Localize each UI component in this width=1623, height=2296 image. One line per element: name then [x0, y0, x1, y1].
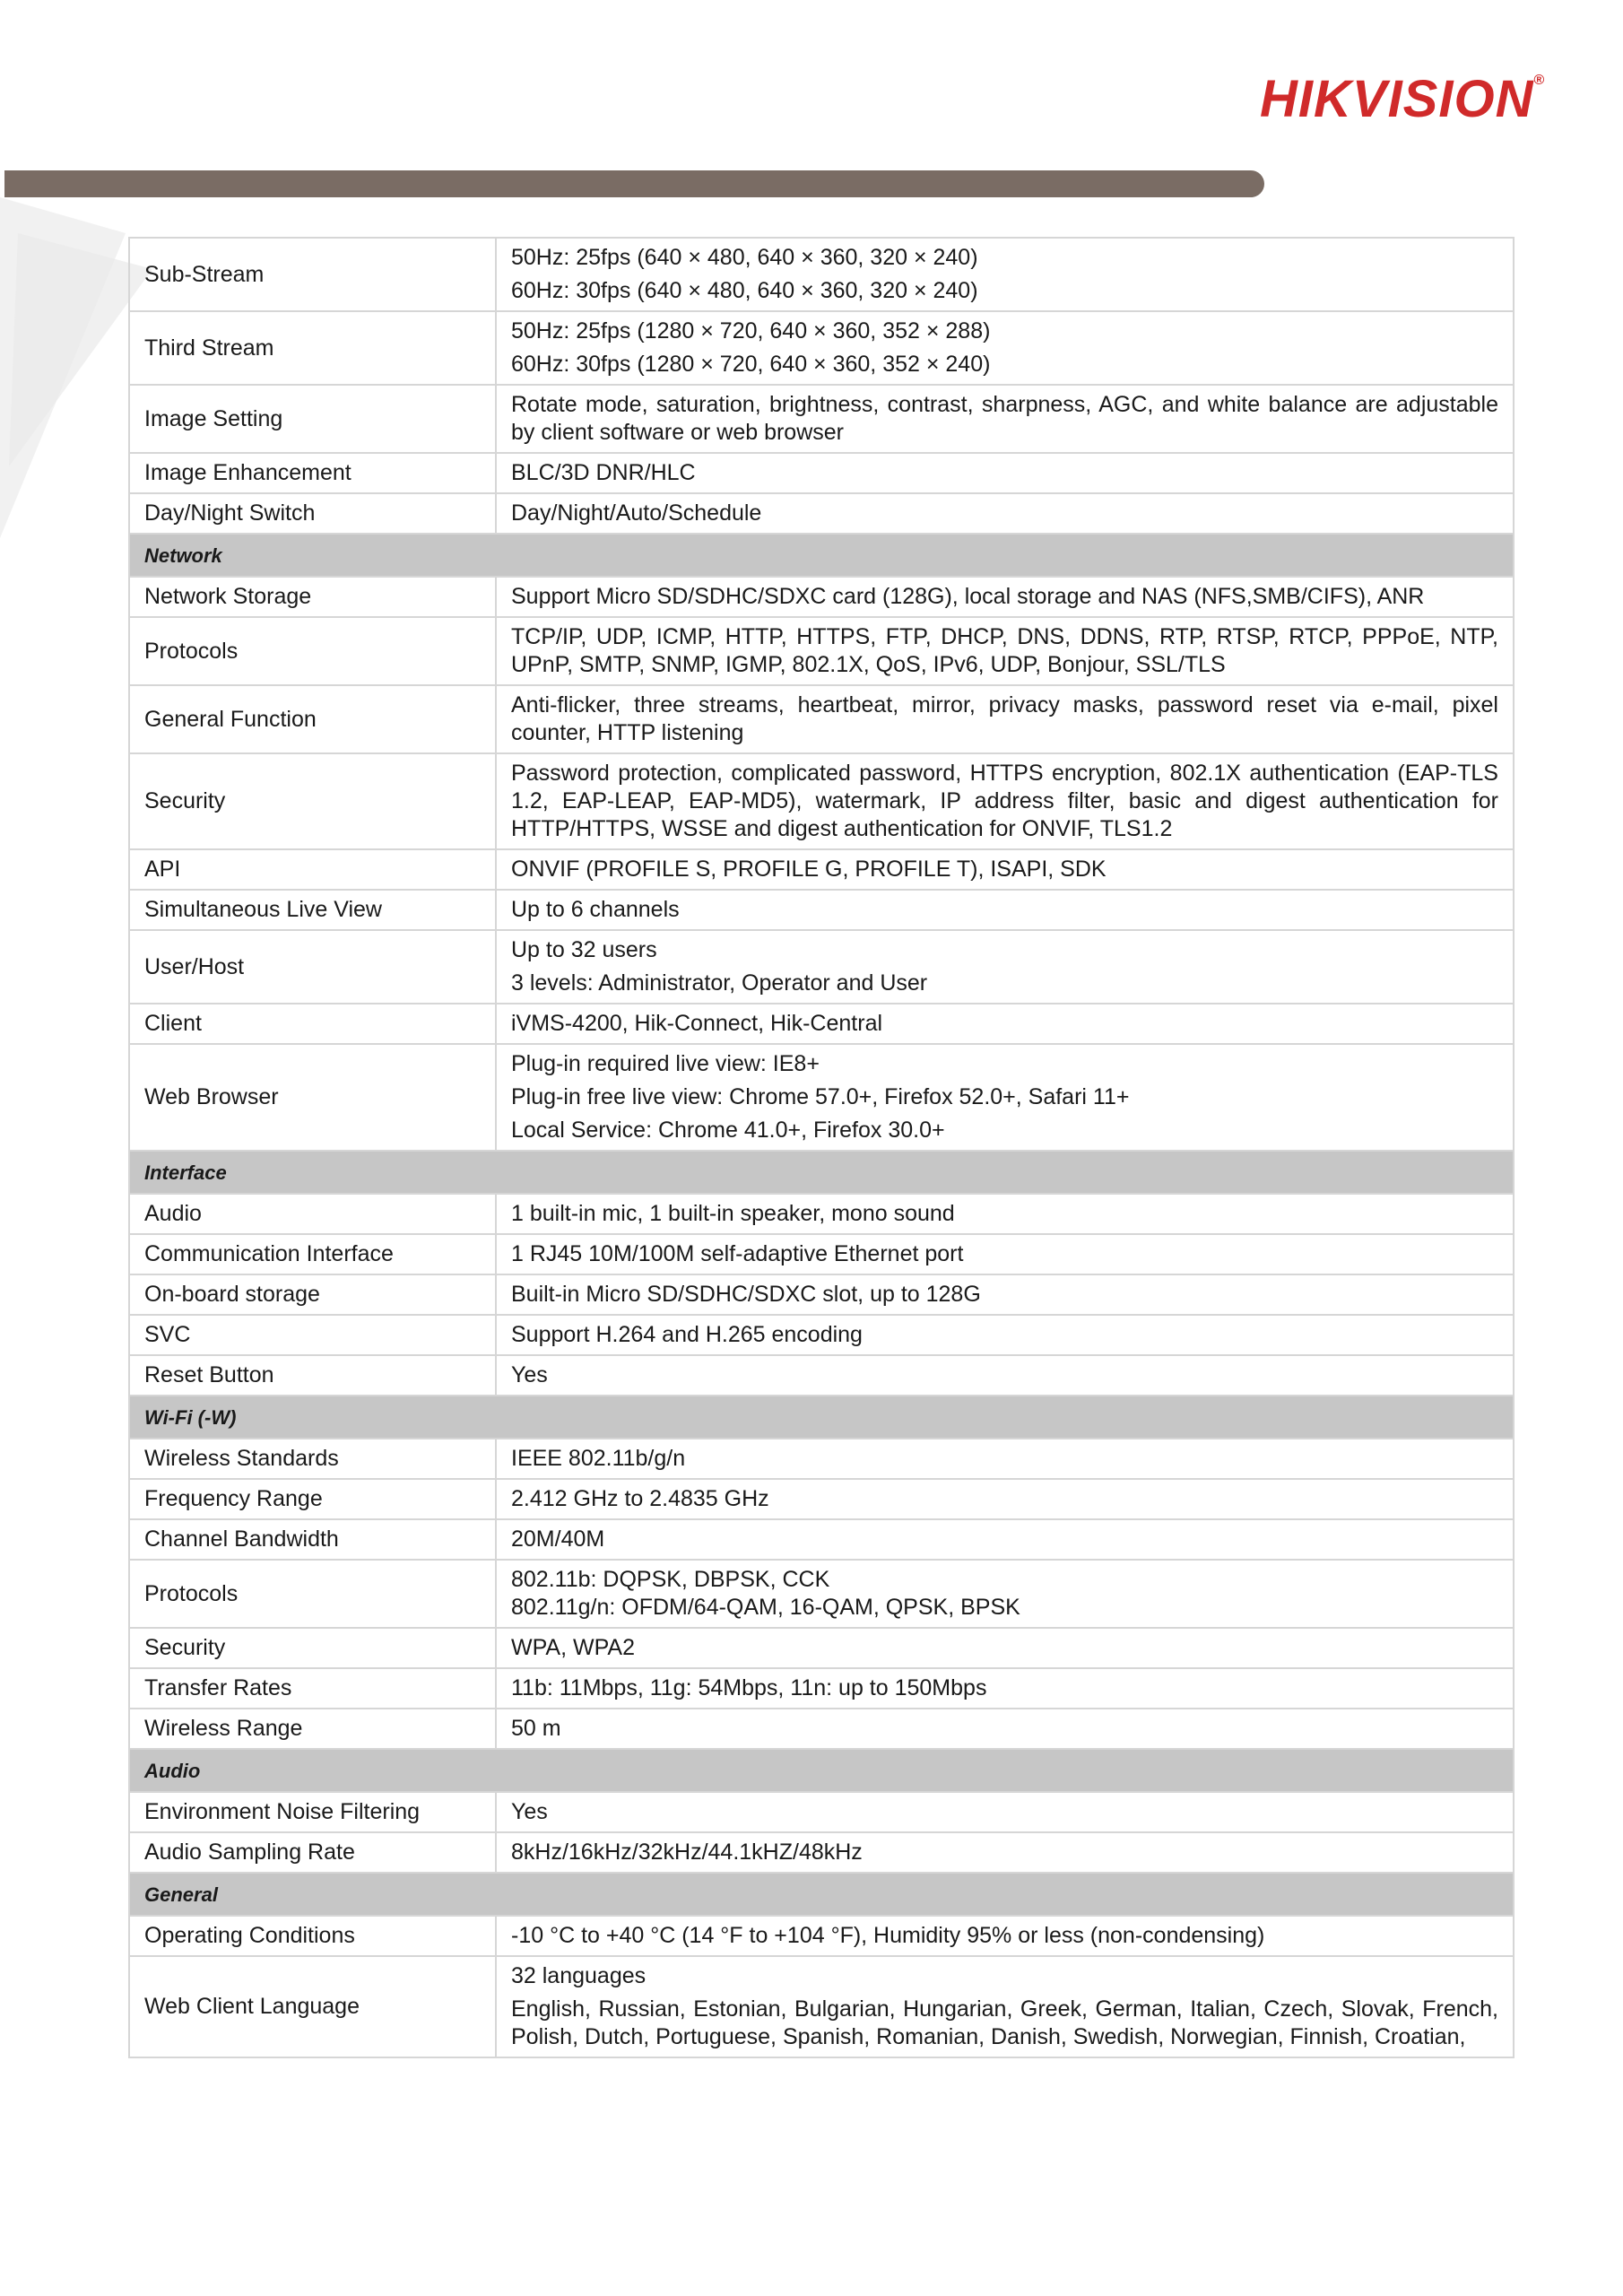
spec-value-line: Password protection, complicated password, HTTPS encryption, 802.1X authentication (EAP-TLS 1.2, EAP-LEAP, EAP-MD5), watermark, IP address filter, basic and digest authentication for HTTP/HTTPS, WSSE and digest authentication for ONVIF, TLS1.2	[511, 761, 1498, 841]
spec-row	[129, 1355, 1514, 1396]
spec-label: Third Stream	[129, 311, 496, 385]
spec-row	[129, 311, 1514, 385]
spec-value	[496, 238, 1514, 311]
spec-value	[496, 577, 1514, 617]
spec-value-line: Plug-in free live view: Chrome 57.0+, Firefox 52.0+, Safari 11+	[511, 1084, 1130, 1109]
spec-label: Image Setting	[129, 385, 496, 453]
section-header-cell	[129, 1749, 1514, 1792]
spec-label: Web Browser	[129, 1044, 496, 1151]
spec-value	[496, 1792, 1514, 1832]
spec-label: Transfer Rates	[129, 1668, 496, 1709]
spec-value-line: Support H.264 and H.265 encoding	[511, 1322, 863, 1347]
spec-value	[496, 1194, 1514, 1234]
spec-value-line: IEEE 802.11b/g/n	[511, 1446, 686, 1471]
spec-value	[496, 1044, 1514, 1151]
spec-label: Image Enhancement	[129, 453, 496, 493]
section-title: Audio	[144, 1759, 201, 1782]
section-header	[129, 1873, 1514, 1916]
spec-value	[496, 1519, 1514, 1560]
spec-label: Wireless Range	[129, 1709, 496, 1749]
spec-value	[496, 1668, 1514, 1709]
spec-label: Wireless Standards	[129, 1439, 496, 1479]
spec-value-line: 8kHz/16kHz/32kHz/44.1kHZ/48kHz	[511, 1839, 863, 1865]
spec-value	[496, 1439, 1514, 1479]
spec-value-line: Built-in Micro SD/SDHC/SDXC slot, up to 128G	[511, 1282, 981, 1307]
spec-value-line: Up to 6 channels	[511, 897, 680, 922]
spec-value-line: ONVIF (PROFILE S, PROFILE G, PROFILE T), ISAPI, SDK	[511, 857, 1107, 882]
section-title: Network	[144, 544, 222, 567]
spec-label: Protocols	[129, 617, 496, 685]
spec-row	[129, 1315, 1514, 1355]
spec-value	[496, 1628, 1514, 1668]
spec-value	[496, 617, 1514, 685]
spec-value-line: 2.412 GHz to 2.4835 GHz	[511, 1486, 769, 1511]
brand-logo: HIKVISION®	[1260, 70, 1546, 128]
section-title: Wi-Fi (-W)	[144, 1405, 237, 1429]
spec-row	[129, 685, 1514, 753]
spec-value-line: 50 m	[511, 1716, 561, 1741]
spec-row	[129, 385, 1514, 453]
spec-row	[129, 1004, 1514, 1044]
spec-value-line: Support Micro SD/SDHC/SDXC card (128G), local storage and NAS (NFS,SMB/CIFS), ANR	[511, 584, 1425, 609]
spec-value-line: -10 °C to +40 °C (14 °F to +104 °F), Humidity 95% or less (non-condensing)	[511, 1923, 1265, 1948]
spec-value-line: 50Hz: 25fps (640 × 480, 640 × 360, 320 × 240)	[511, 245, 978, 270]
spec-value	[496, 849, 1514, 890]
spec-value	[496, 1709, 1514, 1749]
spec-label: Security	[129, 753, 496, 849]
spec-row	[129, 1044, 1514, 1151]
spec-label: API	[129, 849, 496, 890]
spec-row	[129, 1628, 1514, 1668]
spec-value-line: Yes	[511, 1362, 548, 1387]
section-header	[129, 534, 1514, 577]
spec-value	[496, 1560, 1514, 1628]
spec-value-line: 802.11g/n: OFDM/64-QAM, 16-QAM, QPSK, BPSK	[511, 1595, 1020, 1620]
spec-row	[129, 1792, 1514, 1832]
spec-label: On-board storage	[129, 1274, 496, 1315]
spec-value	[496, 1479, 1514, 1519]
spec-value	[496, 493, 1514, 534]
spec-value-line: 20M/40M	[511, 1526, 605, 1552]
header-bar	[4, 170, 1264, 197]
spec-row	[129, 238, 1514, 311]
spec-row	[129, 1832, 1514, 1873]
spec-value	[496, 1315, 1514, 1355]
spec-row	[129, 1709, 1514, 1749]
spec-row	[129, 930, 1514, 1004]
spec-value-line: 11b: 11Mbps, 11g: 54Mbps, 11n: up to 150Mbps	[511, 1675, 987, 1700]
spec-row	[129, 493, 1514, 534]
spec-label: Web Client Language	[129, 1956, 496, 2057]
spec-value	[496, 685, 1514, 753]
spec-value-line: Anti-flicker, three streams, heartbeat, mirror, privacy masks, password reset via e-mail, pixel counter, HTTP listening	[511, 692, 1498, 745]
spec-value	[496, 1274, 1514, 1315]
spec-label: Frequency Range	[129, 1479, 496, 1519]
spec-label: Security	[129, 1628, 496, 1668]
spec-value	[496, 930, 1514, 1004]
section-title: General	[144, 1883, 218, 1906]
spec-value	[496, 453, 1514, 493]
spec-row	[129, 1439, 1514, 1479]
spec-label: Client	[129, 1004, 496, 1044]
section-title: Interface	[144, 1161, 227, 1184]
section-header-cell	[129, 1151, 1514, 1194]
spec-value-line: 1 built-in mic, 1 built-in speaker, mono sound	[511, 1201, 955, 1226]
spec-row	[129, 1274, 1514, 1315]
spec-row	[129, 1560, 1514, 1628]
spec-label: Channel Bandwidth	[129, 1519, 496, 1560]
spec-value-line: 32 languages	[511, 1963, 647, 1988]
spec-value-line: iVMS-4200, Hik-Connect, Hik-Central	[511, 1011, 883, 1036]
spec-row	[129, 1519, 1514, 1560]
spec-label: Audio	[129, 1194, 496, 1234]
spec-row	[129, 617, 1514, 685]
section-header	[129, 1749, 1514, 1792]
spec-label: Audio Sampling Rate	[129, 1832, 496, 1873]
spec-value-line: BLC/3D DNR/HLC	[511, 460, 696, 485]
spec-value-line: Plug-in required live view: IE8+	[511, 1051, 820, 1076]
spec-value-line: TCP/IP, UDP, ICMP, HTTP, HTTPS, FTP, DHCP, DNS, DDNS, RTP, RTSP, RTCP, PPPoE, NTP, UPnP, SMTP, SNMP, IGMP, 802.1X, QoS, IPv6, UDP, Bonjour, SSL/TLS	[511, 624, 1498, 677]
spec-row	[129, 1668, 1514, 1709]
spec-value-line: 1 RJ45 10M/100M self-adaptive Ethernet port	[511, 1241, 964, 1266]
spec-label: Network Storage	[129, 577, 496, 617]
spec-label: Environment Noise Filtering	[129, 1792, 496, 1832]
section-header-cell	[129, 534, 1514, 577]
section-header	[129, 1151, 1514, 1194]
spec-row	[129, 849, 1514, 890]
spec-label: Day/Night Switch	[129, 493, 496, 534]
spec-value	[496, 753, 1514, 849]
spec-row	[129, 1479, 1514, 1519]
spec-label: SVC	[129, 1315, 496, 1355]
spec-row	[129, 753, 1514, 849]
spec-value	[496, 1832, 1514, 1873]
spec-value-line: 60Hz: 30fps (640 × 480, 640 × 360, 320 × 240)	[511, 278, 978, 303]
spec-row	[129, 1956, 1514, 2057]
spec-value	[496, 1956, 1514, 2057]
spec-value	[496, 1916, 1514, 1956]
spec-row	[129, 1234, 1514, 1274]
section-header	[129, 1396, 1514, 1439]
spec-label: Protocols	[129, 1560, 496, 1628]
spec-label: Operating Conditions	[129, 1916, 496, 1956]
spec-value-line: WPA, WPA2	[511, 1635, 635, 1660]
spec-label: Reset Button	[129, 1355, 496, 1396]
spec-value-line: Rotate mode, saturation, brightness, contrast, sharpness, AGC, and white balance are adjustable by client software or web browser	[511, 392, 1498, 445]
spec-value	[496, 1355, 1514, 1396]
spec-label: Sub-Stream	[129, 238, 496, 311]
spec-value-line: 50Hz: 25fps (1280 × 720, 640 × 360, 352 × 288)	[511, 318, 991, 344]
spec-table	[128, 237, 1515, 2058]
spec-row	[129, 890, 1514, 930]
spec-value-line: 802.11b: DQPSK, DBPSK, CCK	[511, 1567, 830, 1592]
spec-value	[496, 1004, 1514, 1044]
spec-value-line: 60Hz: 30fps (1280 × 720, 640 × 360, 352 × 240)	[511, 352, 991, 377]
spec-row	[129, 577, 1514, 617]
spec-value	[496, 385, 1514, 453]
spec-value	[496, 1234, 1514, 1274]
spec-label: User/Host	[129, 930, 496, 1004]
spec-row	[129, 453, 1514, 493]
spec-value	[496, 890, 1514, 930]
spec-value-line: Up to 32 users	[511, 937, 657, 962]
spec-value-line: Local Service: Chrome 41.0+, Firefox 30.0+	[511, 1118, 945, 1143]
spec-value	[496, 311, 1514, 385]
spec-label: Communication Interface	[129, 1234, 496, 1274]
section-header-cell	[129, 1873, 1514, 1916]
spec-label: General Function	[129, 685, 496, 753]
spec-value-line: Day/Night/Auto/Schedule	[511, 500, 762, 526]
spec-value-line: English, Russian, Estonian, Bulgarian, Hungarian, Greek, German, Italian, Czech, Slovak, French, Polish, Dutch, Portuguese, Spanish, Romanian, Danish, Swedish, Norwegian, Finnish, Croatian,	[511, 1996, 1498, 2049]
spec-label: Simultaneous Live View	[129, 890, 496, 930]
section-header-cell	[129, 1396, 1514, 1439]
spec-value-line: Yes	[511, 1799, 548, 1824]
spec-row	[129, 1194, 1514, 1234]
spec-value-line: 3 levels: Administrator, Operator and User	[511, 970, 928, 996]
spec-row	[129, 1916, 1514, 1956]
